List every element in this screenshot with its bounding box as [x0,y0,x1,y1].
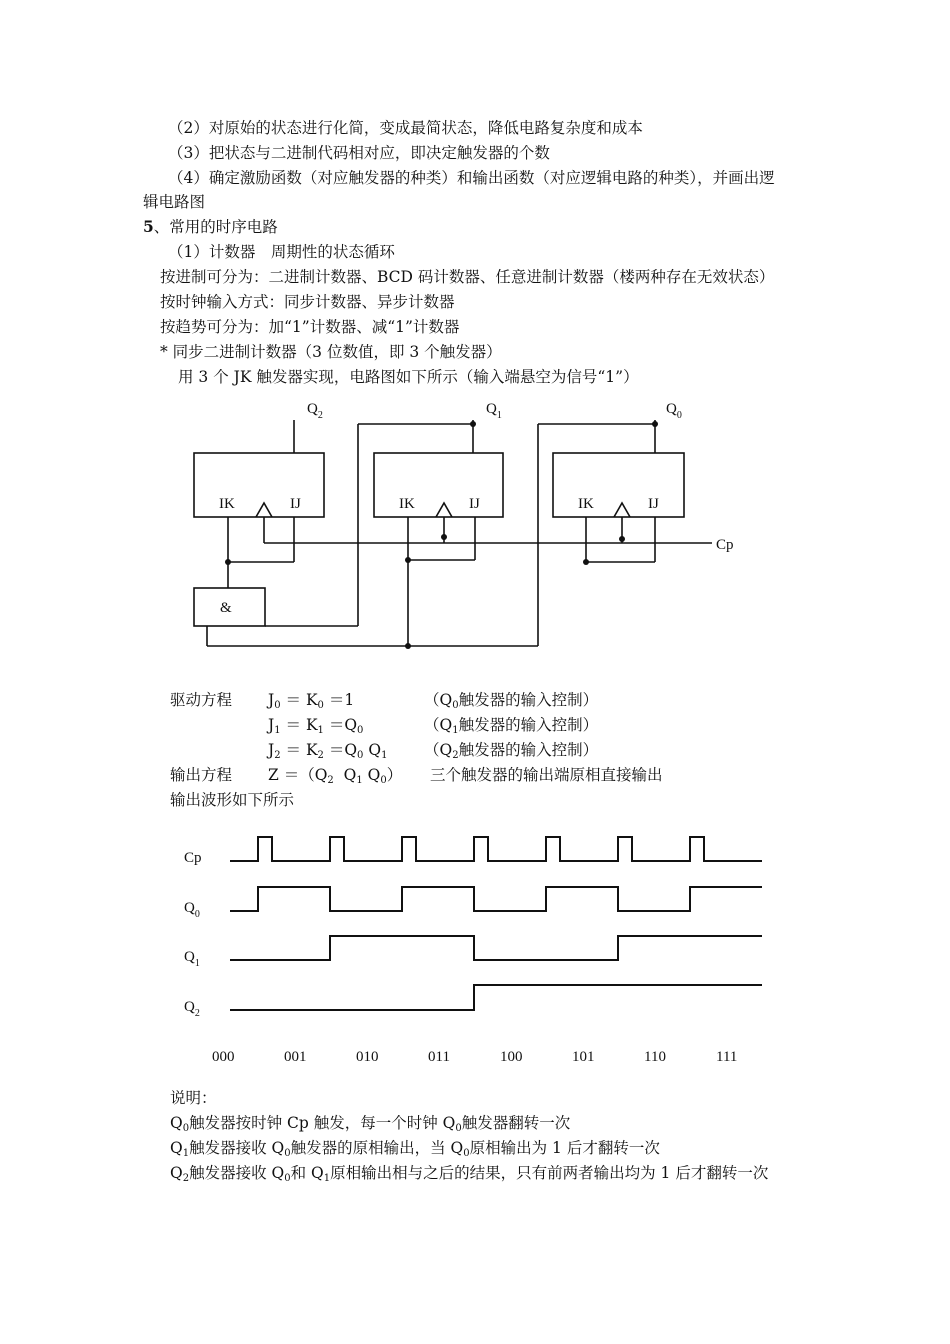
circuit-intro: 用 3 个 JK 触发器实现，电路图如下所示（输入端悬空为信号“1”） [178,368,639,386]
waveform-intro: 输出波形如下所示 [170,791,295,809]
state-label: 111 [716,1049,738,1065]
step-2: （2）对原始的状态进行化简，变成最简状态，降低电路复杂度和成本 [168,119,643,137]
section-5-title: 、常用的时序电路 [153,218,278,236]
classification-clock: 按时钟输入方式：同步计数器、异步计数器 [160,293,455,311]
and-gate-label: & [220,600,232,616]
drive-equation-j2: $J_2 = K_2 =Q_0$ $Q_1$ [268,741,388,761]
note-q1: $Q_1$触发器接收 $Q_0$触发器的原相输出，当 $Q_0$原相输出为 1 后才翻转一次 [170,1139,660,1159]
step-4-line2: 辑电路图 [143,193,206,211]
q0-wave-label: $Q_0$ [184,900,200,920]
note-q0: $Q_0$触发器按时钟 Cp 触发，每一个时钟 $Q_0$触发器翻转一次 [170,1114,571,1134]
cp-wave-label: Cp [184,850,202,866]
state-label: 001 [284,1049,307,1065]
state-label: 000 [212,1049,235,1065]
section-5-number: 5 [143,217,154,236]
sync-binary-counter: * 同步二进制计数器（3 位数值，即 3 个触发器） [160,343,502,361]
ff1-j-label: IJ [469,496,480,512]
clock-label: Cp [716,537,734,553]
q2-waveform [230,985,762,1010]
output-equation-note: 三个触发器的输出端原相直接输出 [430,766,663,784]
ff2-k-label: IK [219,496,235,512]
q0-waveform [230,887,762,911]
ff1-k-label: IK [399,496,415,512]
classification-trend: 按趋势可分为：加“1”计数器、减“1”计数器 [160,318,460,336]
q2-wave-label: $Q_2$ [184,999,200,1019]
step-3: （3）把状态与二进制代码相对应，即决定触发器的个数 [168,144,550,162]
state-label: 011 [428,1049,450,1065]
q1-wave-label: $Q_1$ [184,949,200,969]
cp-waveform [230,837,762,861]
counter-heading: （1）计数器 周期性的状态循环 [168,243,395,261]
q0-output-label: $Q_0$ [666,401,682,421]
note-q2: $Q_2$触发器接收 $Q_0$和 $Q_1$原相输出相与之后的结果，只有前两者输出均为 1 后才翻转一次 [170,1164,769,1184]
ff0-j-label: IJ [648,496,659,512]
drive-equation-j0-note: （$Q_0$触发器的输入控制） [424,691,599,711]
state-label: 101 [572,1049,595,1065]
ff2-j-label: IJ [290,496,301,512]
q1-output-label: $Q_1$ [486,401,502,421]
state-label: 100 [500,1049,523,1065]
output-equation: $Z =(Q_2$ $Q_1$ $Q_0$） [268,766,403,786]
classification-radix: 按进制可分为：二进制计数器、BCD 码计数器、任意进制计数器（楼两种存在无效状态） [160,268,775,286]
output-equation-label: 输出方程 [170,766,233,784]
ff0-k-label: IK [578,496,594,512]
drive-equation-j2-note: （$Q_2$触发器的输入控制） [424,741,599,761]
notes-title: 说明： [170,1089,217,1107]
drive-equation-label: 驱动方程 [170,691,233,709]
state-label: 110 [644,1049,666,1065]
drive-equation-j0: $J_0 = K_0 =1$ [268,691,355,711]
drive-equation-j1: $J_1 = K_1 =Q_0$ [268,716,364,736]
q2-output-label: $Q_2$ [307,401,323,421]
state-label: 010 [356,1049,379,1065]
drive-equation-j1-note: （$Q_1$触发器的输入控制） [424,716,599,736]
q1-waveform [230,936,762,960]
step-4-line1: （4）确定激励函数（对应触发器的种类）和输出函数（对应逻辑电路的种类），并画出逻 [168,169,775,187]
